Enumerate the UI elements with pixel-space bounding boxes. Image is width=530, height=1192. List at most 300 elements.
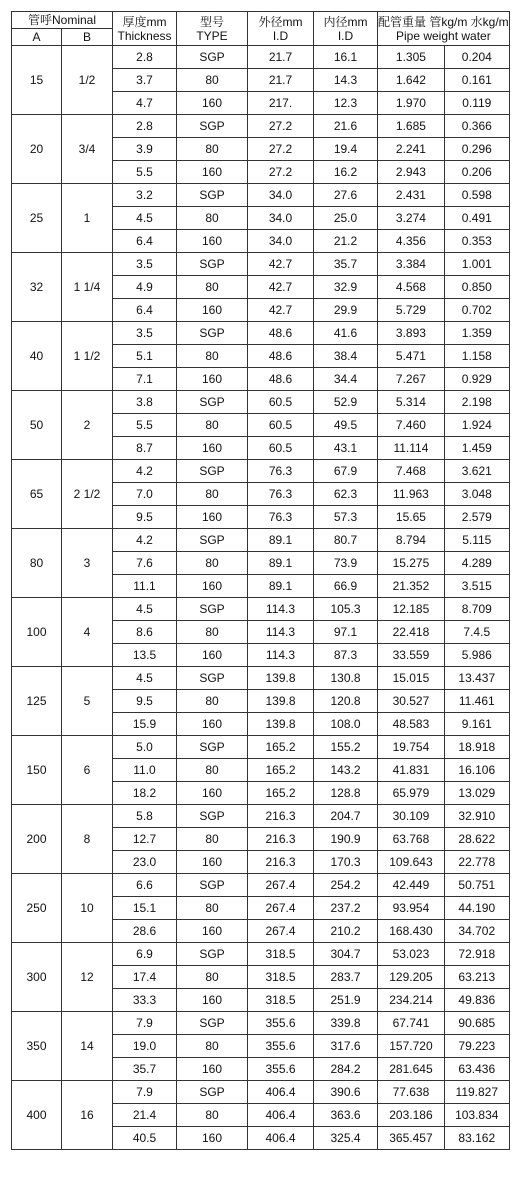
type-cell: 160: [177, 437, 248, 460]
pipe-weight-cell: 53.023: [378, 943, 445, 966]
water-weight-cell: 5.986: [444, 644, 509, 667]
pipe-weight-cell: 41.831: [378, 759, 445, 782]
type-cell: 80: [177, 621, 248, 644]
pipe-weight-cell: 2.943: [378, 161, 445, 184]
type-cell: 80: [177, 690, 248, 713]
inner-diameter-cell: 29.9: [314, 299, 378, 322]
thickness-cell: 3.2: [113, 184, 177, 207]
outer-diameter-cell: 48.6: [248, 368, 314, 391]
type-cell: SGP: [177, 115, 248, 138]
outer-diameter-header-cn: 外径mm: [258, 14, 303, 29]
type-cell: 80: [177, 345, 248, 368]
thickness-cell: 7.0: [113, 483, 177, 506]
type-cell: 80: [177, 276, 248, 299]
thickness-cell: 4.7: [113, 92, 177, 115]
inner-diameter-header: [314, 12, 378, 46]
pipe-weight-cell: 7.460: [378, 414, 445, 437]
outer-diameter-cell: 42.7: [248, 276, 314, 299]
water-weight-cell: 3.621: [444, 460, 509, 483]
thickness-cell: 23.0: [113, 851, 177, 874]
nominal-b-cell: 16: [62, 1081, 113, 1150]
type-cell: 80: [177, 966, 248, 989]
type-header-en: TYPE: [196, 28, 228, 43]
nominal-a-cell: 80: [12, 529, 62, 598]
water-weight-cell: 18.918: [444, 736, 509, 759]
outer-diameter-cell: 21.7: [248, 46, 314, 69]
water-weight-cell: 0.296: [444, 138, 509, 161]
pipe-weight-cell: 7.267: [378, 368, 445, 391]
thickness-cell: 9.5: [113, 506, 177, 529]
outer-diameter-cell: 355.6: [248, 1012, 314, 1035]
inner-diameter-cell: 128.8: [314, 782, 378, 805]
inner-diameter-cell: 27.6: [314, 184, 378, 207]
inner-diameter-cell: 120.8: [314, 690, 378, 713]
outer-diameter-cell: 76.3: [248, 460, 314, 483]
water-weight-cell: 9.161: [444, 713, 509, 736]
thickness-cell: 6.9: [113, 943, 177, 966]
thickness-cell: 7.9: [113, 1081, 177, 1104]
type-cell: 160: [177, 92, 248, 115]
thickness-cell: 2.8: [113, 46, 177, 69]
pipe-weight-cell: 15.275: [378, 552, 445, 575]
outer-diameter-cell: 216.3: [248, 828, 314, 851]
thickness-cell: 5.5: [113, 161, 177, 184]
outer-diameter-cell: 355.6: [248, 1058, 314, 1081]
pipe-weight-cell: 1.685: [378, 115, 445, 138]
thickness-cell: 17.4: [113, 966, 177, 989]
outer-diameter-cell: 34.0: [248, 207, 314, 230]
thickness-cell: 6.6: [113, 874, 177, 897]
pipe-weight-cell: 21.352: [378, 575, 445, 598]
outer-diameter-cell: 139.8: [248, 713, 314, 736]
outer-diameter-cell: 165.2: [248, 736, 314, 759]
inner-diameter-header-cn: 内径mm: [323, 14, 368, 29]
water-weight-cell: 4.289: [444, 552, 509, 575]
thickness-header-en: Thickness: [117, 28, 172, 43]
pipe-weight-cell: 1.970: [378, 92, 445, 115]
pipe-weight-cell: 11.963: [378, 483, 445, 506]
outer-diameter-cell: 27.2: [248, 161, 314, 184]
table-row: [12, 667, 510, 690]
water-weight-cell: 0.929: [444, 368, 509, 391]
pipe-weight-cell: 30.527: [378, 690, 445, 713]
thickness-cell: 11.1: [113, 575, 177, 598]
outer-diameter-cell: 48.6: [248, 322, 314, 345]
inner-diameter-cell: 43.1: [314, 437, 378, 460]
outer-diameter-cell: 27.2: [248, 115, 314, 138]
outer-diameter-cell: 76.3: [248, 506, 314, 529]
thickness-cell: 2.8: [113, 115, 177, 138]
outer-diameter-cell: 89.1: [248, 529, 314, 552]
pipe-weight-cell: 15.65: [378, 506, 445, 529]
inner-diameter-cell: 66.9: [314, 575, 378, 598]
water-weight-cell: 63.436: [444, 1058, 509, 1081]
inner-diameter-cell: 19.4: [314, 138, 378, 161]
inner-diameter-cell: 390.6: [314, 1081, 378, 1104]
type-cell: 160: [177, 782, 248, 805]
outer-diameter-cell: 165.2: [248, 782, 314, 805]
thickness-cell: 3.5: [113, 322, 177, 345]
type-cell: 80: [177, 828, 248, 851]
water-weight-cell: 2.198: [444, 391, 509, 414]
type-cell: SGP: [177, 184, 248, 207]
inner-diameter-cell: 21.2: [314, 230, 378, 253]
inner-diameter-cell: 73.9: [314, 552, 378, 575]
pipe-weight-cell: 42.449: [378, 874, 445, 897]
table-row: [12, 805, 510, 828]
nominal-b-cell: 1: [62, 184, 113, 253]
nominal-a-cell: 40: [12, 322, 62, 391]
pipe-weight-header-cn: 配管重量 管kg/m 水kg/m: [378, 14, 509, 29]
thickness-cell: 7.9: [113, 1012, 177, 1035]
thickness-cell: 12.7: [113, 828, 177, 851]
table-body: [12, 12, 510, 1150]
thickness-header: [113, 12, 177, 46]
outer-diameter-cell: 165.2: [248, 759, 314, 782]
table-row: [12, 1081, 510, 1104]
outer-diameter-cell: 318.5: [248, 966, 314, 989]
inner-diameter-cell: 155.2: [314, 736, 378, 759]
type-cell: SGP: [177, 529, 248, 552]
type-cell: SGP: [177, 460, 248, 483]
water-weight-cell: 0.491: [444, 207, 509, 230]
water-weight-cell: 0.353: [444, 230, 509, 253]
water-weight-cell: 16.106: [444, 759, 509, 782]
pipe-weight-cell: 109.643: [378, 851, 445, 874]
nominal-a-cell: 100: [12, 598, 62, 667]
thickness-cell: 5.5: [113, 414, 177, 437]
table-row: [12, 391, 510, 414]
inner-diameter-cell: 339.8: [314, 1012, 378, 1035]
nominal-a-cell: 15: [12, 46, 62, 115]
thickness-cell: 3.9: [113, 138, 177, 161]
outer-diameter-cell: 139.8: [248, 667, 314, 690]
outer-diameter-header: [248, 12, 314, 46]
outer-diameter-cell: 34.0: [248, 230, 314, 253]
thickness-cell: 5.0: [113, 736, 177, 759]
pipe-weight-cell: 5.471: [378, 345, 445, 368]
nominal-b-cell: 2: [62, 391, 113, 460]
pipe-weight-cell: 7.468: [378, 460, 445, 483]
water-weight-cell: 0.161: [444, 69, 509, 92]
thickness-cell: 4.5: [113, 207, 177, 230]
inner-diameter-cell: 49.5: [314, 414, 378, 437]
type-cell: 160: [177, 851, 248, 874]
nominal-b-cell: 3/4: [62, 115, 113, 184]
outer-diameter-cell: 406.4: [248, 1127, 314, 1150]
type-cell: 160: [177, 368, 248, 391]
pipe-weight-cell: 3.274: [378, 207, 445, 230]
water-weight-cell: 0.850: [444, 276, 509, 299]
inner-diameter-cell: 80.7: [314, 529, 378, 552]
type-cell: 160: [177, 575, 248, 598]
inner-diameter-cell: 16.1: [314, 46, 378, 69]
type-cell: SGP: [177, 874, 248, 897]
inner-diameter-cell: 251.9: [314, 989, 378, 1012]
nominal-b-cell: 4: [62, 598, 113, 667]
inner-diameter-cell: 16.2: [314, 161, 378, 184]
outer-diameter-cell: 89.1: [248, 552, 314, 575]
water-weight-cell: 5.115: [444, 529, 509, 552]
outer-diameter-cell: 60.5: [248, 437, 314, 460]
inner-diameter-cell: 284.2: [314, 1058, 378, 1081]
outer-diameter-cell: 406.4: [248, 1081, 314, 1104]
inner-diameter-cell: 105.3: [314, 598, 378, 621]
table-row: [12, 736, 510, 759]
inner-diameter-cell: 38.4: [314, 345, 378, 368]
type-cell: 160: [177, 506, 248, 529]
nominal-b-header: B: [62, 29, 113, 46]
table-row: [12, 460, 510, 483]
type-cell: 160: [177, 920, 248, 943]
nominal-b-cell: 2 1/2: [62, 460, 113, 529]
type-cell: 80: [177, 207, 248, 230]
table-row: [12, 943, 510, 966]
type-cell: 160: [177, 230, 248, 253]
outer-diameter-cell: 27.2: [248, 138, 314, 161]
table-row: [12, 598, 510, 621]
inner-diameter-cell: 67.9: [314, 460, 378, 483]
water-weight-cell: 79.223: [444, 1035, 509, 1058]
water-weight-cell: 0.204: [444, 46, 509, 69]
water-weight-cell: 0.366: [444, 115, 509, 138]
inner-diameter-cell: 170.3: [314, 851, 378, 874]
water-weight-cell: 28.622: [444, 828, 509, 851]
thickness-header-cn: 厚度mm: [122, 14, 167, 29]
pipe-weight-cell: 67.741: [378, 1012, 445, 1035]
thickness-cell: 15.1: [113, 897, 177, 920]
outer-diameter-cell: 42.7: [248, 299, 314, 322]
inner-diameter-cell: 237.2: [314, 897, 378, 920]
type-cell: 80: [177, 1104, 248, 1127]
water-weight-cell: 72.918: [444, 943, 509, 966]
water-weight-cell: 0.702: [444, 299, 509, 322]
type-cell: SGP: [177, 667, 248, 690]
pipe-weight-cell: 4.568: [378, 276, 445, 299]
thickness-cell: 18.2: [113, 782, 177, 805]
water-weight-cell: 8.709: [444, 598, 509, 621]
pipe-weight-cell: 203.186: [378, 1104, 445, 1127]
table-row: [12, 874, 510, 897]
water-weight-cell: 1.359: [444, 322, 509, 345]
type-cell: 160: [177, 644, 248, 667]
pipe-weight-cell: 15.015: [378, 667, 445, 690]
thickness-cell: 21.4: [113, 1104, 177, 1127]
type-cell: 160: [177, 161, 248, 184]
water-weight-cell: 1.459: [444, 437, 509, 460]
inner-diameter-cell: 325.4: [314, 1127, 378, 1150]
table-row: [12, 1012, 510, 1035]
nominal-a-cell: 65: [12, 460, 62, 529]
outer-diameter-cell: 267.4: [248, 874, 314, 897]
pipe-weight-cell: 48.583: [378, 713, 445, 736]
table-row: [12, 322, 510, 345]
thickness-cell: 33.3: [113, 989, 177, 1012]
outer-diameter-cell: 114.3: [248, 598, 314, 621]
nominal-a-cell: 150: [12, 736, 62, 805]
nominal-a-cell: 300: [12, 943, 62, 1012]
thickness-cell: 4.5: [113, 598, 177, 621]
nominal-a-cell: 250: [12, 874, 62, 943]
table-row: [12, 253, 510, 276]
outer-diameter-cell: 318.5: [248, 989, 314, 1012]
inner-diameter-cell: 143.2: [314, 759, 378, 782]
nominal-b-cell: 12: [62, 943, 113, 1012]
type-cell: SGP: [177, 253, 248, 276]
thickness-cell: 5.1: [113, 345, 177, 368]
table-row: [12, 46, 510, 69]
thickness-cell: 6.4: [113, 230, 177, 253]
outer-diameter-cell: 217.: [248, 92, 314, 115]
pipe-weight-cell: 2.241: [378, 138, 445, 161]
inner-diameter-cell: 21.6: [314, 115, 378, 138]
thickness-cell: 4.5: [113, 667, 177, 690]
nominal-b-cell: 10: [62, 874, 113, 943]
inner-diameter-cell: 97.1: [314, 621, 378, 644]
inner-diameter-cell: 32.9: [314, 276, 378, 299]
type-cell: 80: [177, 483, 248, 506]
type-cell: SGP: [177, 391, 248, 414]
inner-diameter-cell: 130.8: [314, 667, 378, 690]
nominal-b-cell: 1/2: [62, 46, 113, 115]
type-cell: 80: [177, 1035, 248, 1058]
water-weight-cell: 50.751: [444, 874, 509, 897]
water-weight-cell: 34.702: [444, 920, 509, 943]
nominal-b-cell: 1 1/2: [62, 322, 113, 391]
outer-diameter-cell: 114.3: [248, 621, 314, 644]
water-weight-cell: 0.206: [444, 161, 509, 184]
water-weight-cell: 3.048: [444, 483, 509, 506]
water-weight-cell: 32.910: [444, 805, 509, 828]
water-weight-cell: 119.827: [444, 1081, 509, 1104]
pipe-weight-cell: 63.768: [378, 828, 445, 851]
thickness-cell: 7.6: [113, 552, 177, 575]
nominal-b-cell: 5: [62, 667, 113, 736]
inner-diameter-cell: 304.7: [314, 943, 378, 966]
thickness-cell: 3.7: [113, 69, 177, 92]
pipe-weight-cell: 234.214: [378, 989, 445, 1012]
inner-diameter-cell: 283.7: [314, 966, 378, 989]
type-cell: 80: [177, 552, 248, 575]
thickness-cell: 28.6: [113, 920, 177, 943]
type-cell: SGP: [177, 805, 248, 828]
outer-diameter-cell: 267.4: [248, 920, 314, 943]
pipe-weight-header: [378, 12, 510, 46]
type-cell: 80: [177, 138, 248, 161]
inner-diameter-cell: 62.3: [314, 483, 378, 506]
thickness-cell: 13.5: [113, 644, 177, 667]
water-weight-cell: 90.685: [444, 1012, 509, 1035]
nominal-a-cell: 32: [12, 253, 62, 322]
water-weight-cell: 22.778: [444, 851, 509, 874]
water-weight-cell: 0.598: [444, 184, 509, 207]
outer-diameter-cell: 60.5: [248, 391, 314, 414]
outer-diameter-cell: 139.8: [248, 690, 314, 713]
outer-diameter-cell: 89.1: [248, 575, 314, 598]
thickness-cell: 8.6: [113, 621, 177, 644]
inner-diameter-cell: 204.7: [314, 805, 378, 828]
outer-diameter-cell: 355.6: [248, 1035, 314, 1058]
type-header-cn: 型号: [199, 14, 224, 29]
inner-diameter-cell: 108.0: [314, 713, 378, 736]
outer-diameter-cell: 406.4: [248, 1104, 314, 1127]
water-weight-cell: 49.836: [444, 989, 509, 1012]
thickness-cell: 15.9: [113, 713, 177, 736]
thickness-cell: 5.8: [113, 805, 177, 828]
inner-diameter-header-en: I.D: [337, 28, 354, 43]
type-cell: SGP: [177, 322, 248, 345]
pipe-weight-cell: 93.954: [378, 897, 445, 920]
outer-diameter-header-en: I.D: [272, 28, 289, 43]
inner-diameter-cell: 25.0: [314, 207, 378, 230]
thickness-cell: 11.0: [113, 759, 177, 782]
nominal-a-cell: 50: [12, 391, 62, 460]
nominal-b-cell: 6: [62, 736, 113, 805]
type-cell: 160: [177, 1127, 248, 1150]
pipe-weight-cell: 5.314: [378, 391, 445, 414]
pipe-weight-cell: 2.431: [378, 184, 445, 207]
pipe-weight-cell: 365.457: [378, 1127, 445, 1150]
type-cell: 160: [177, 713, 248, 736]
thickness-cell: 4.9: [113, 276, 177, 299]
pipe-weight-cell: 1.642: [378, 69, 445, 92]
water-weight-cell: 13.029: [444, 782, 509, 805]
nominal-a-cell: 25: [12, 184, 62, 253]
water-weight-cell: 3.515: [444, 575, 509, 598]
pipe-weight-cell: 30.109: [378, 805, 445, 828]
inner-diameter-cell: 41.6: [314, 322, 378, 345]
nominal-b-cell: 3: [62, 529, 113, 598]
pipe-weight-cell: 281.645: [378, 1058, 445, 1081]
outer-diameter-cell: 21.7: [248, 69, 314, 92]
inner-diameter-cell: 35.7: [314, 253, 378, 276]
nominal-b-cell: 14: [62, 1012, 113, 1081]
type-header: [177, 12, 248, 46]
pipe-weight-cell: 129.205: [378, 966, 445, 989]
inner-diameter-cell: 210.2: [314, 920, 378, 943]
thickness-cell: 9.5: [113, 690, 177, 713]
thickness-cell: 7.1: [113, 368, 177, 391]
nominal-a-cell: 125: [12, 667, 62, 736]
pipe-weight-cell: 1.305: [378, 46, 445, 69]
thickness-cell: 3.8: [113, 391, 177, 414]
type-cell: SGP: [177, 1081, 248, 1104]
thickness-cell: 35.7: [113, 1058, 177, 1081]
type-cell: 80: [177, 897, 248, 920]
type-cell: SGP: [177, 1012, 248, 1035]
nominal-b-cell: 1 1/4: [62, 253, 113, 322]
inner-diameter-cell: 254.2: [314, 874, 378, 897]
water-weight-cell: 0.119: [444, 92, 509, 115]
outer-diameter-cell: 216.3: [248, 851, 314, 874]
thickness-cell: 4.2: [113, 460, 177, 483]
inner-diameter-cell: 317.6: [314, 1035, 378, 1058]
pipe-weight-cell: 12.185: [378, 598, 445, 621]
outer-diameter-cell: 318.5: [248, 943, 314, 966]
table-row: [12, 529, 510, 552]
type-cell: SGP: [177, 598, 248, 621]
nominal-a-cell: 400: [12, 1081, 62, 1150]
outer-diameter-cell: 34.0: [248, 184, 314, 207]
outer-diameter-cell: 267.4: [248, 897, 314, 920]
outer-diameter-cell: 114.3: [248, 644, 314, 667]
pipe-weight-cell: 19.754: [378, 736, 445, 759]
inner-diameter-cell: 87.3: [314, 644, 378, 667]
nominal-a-cell: 20: [12, 115, 62, 184]
water-weight-cell: 2.579: [444, 506, 509, 529]
inner-diameter-cell: 34.4: [314, 368, 378, 391]
pipe-weight-cell: 168.430: [378, 920, 445, 943]
